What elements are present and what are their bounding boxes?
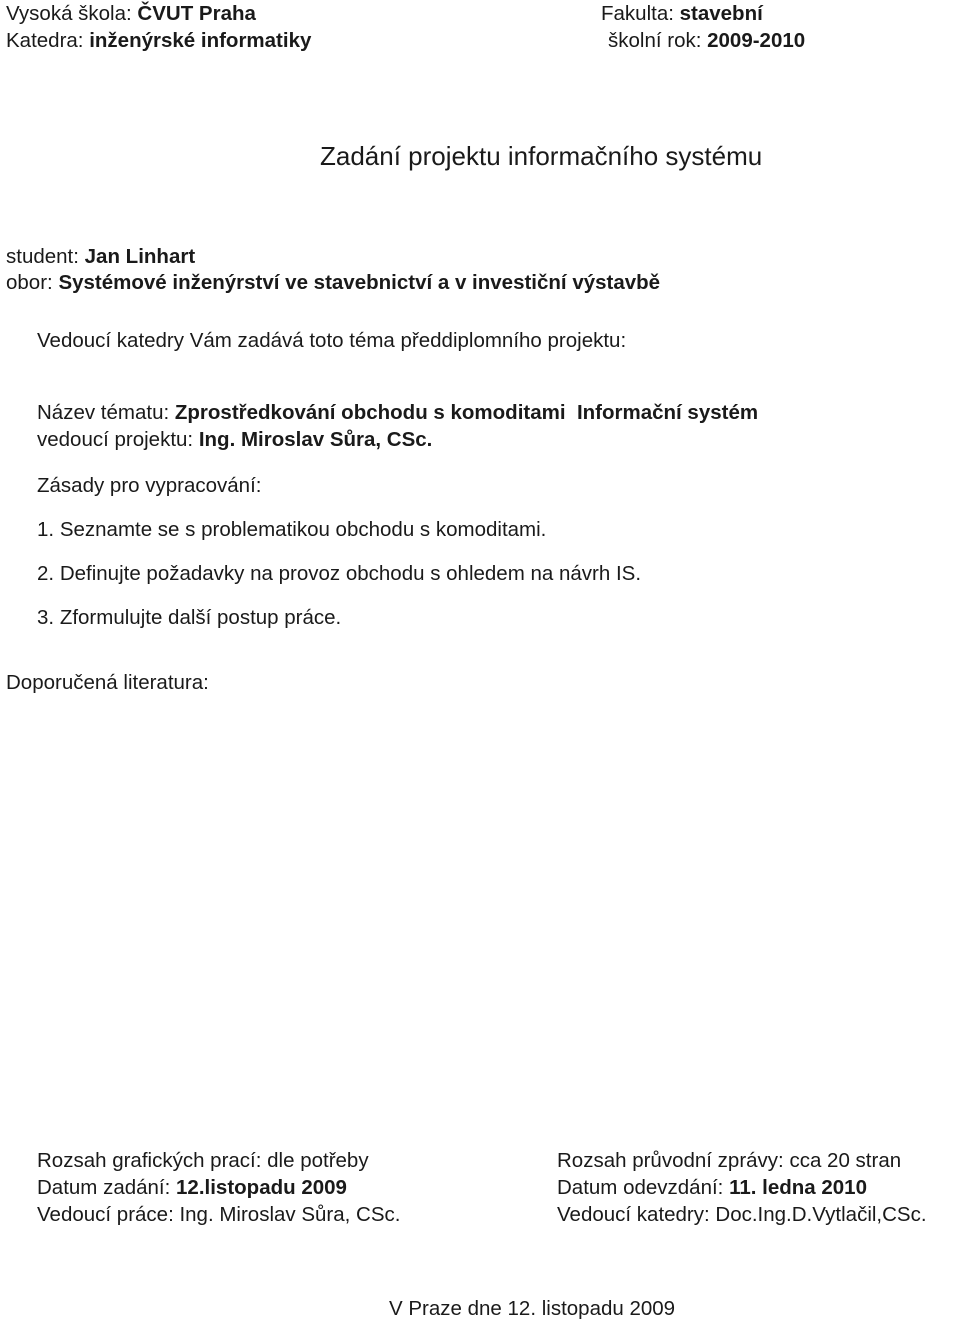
list-item-text: Seznamte se s problematikou obchodu s komoditami. — [59, 518, 547, 541]
list-item-number: 3. — [37, 606, 55, 629]
literature-label: Doporučená literatura: — [6, 671, 209, 694]
list-item-text: Definujte požadavky na provoz obchodu s ohledem na návrh IS. — [59, 562, 642, 585]
faculty-label: Fakulta: — [601, 2, 674, 25]
page-title: Zadání projektu informačního systému — [320, 141, 763, 171]
field-label: obor: — [6, 271, 53, 294]
supervisor-value: Ing. Miroslav Sůra, CSc. — [198, 428, 433, 451]
supervisor-line — [37, 430, 432, 451]
submission-date-label: Datum odevzdání: — [557, 1176, 724, 1199]
submission-date-line — [557, 1178, 867, 1199]
list-item — [37, 608, 341, 629]
student-label: student: — [6, 245, 79, 268]
field-value: Systémové inženýrství ve stavebnictví a v investiční výstavbě — [58, 271, 661, 294]
faculty-line — [601, 4, 763, 25]
year-line — [608, 31, 805, 52]
list-item-number: 2. — [37, 562, 55, 585]
department-value: inženýrské informatiky — [89, 29, 312, 52]
list-item-text: Zformulujte další postup práce. — [59, 606, 342, 629]
school-value: ČVUT Praha — [137, 2, 256, 25]
assigned-date-line — [37, 1178, 347, 1199]
topic-value: Zprostředkování obchodu s komoditami Informační systém — [174, 401, 759, 424]
list-item-number: 1. — [37, 518, 55, 541]
report-scope: Rozsah průvodní zprávy: cca 20 stran — [557, 1149, 902, 1172]
year-label: školní rok: — [608, 29, 702, 52]
graphics-scope: Rozsah grafických prací: dle potřeby — [37, 1149, 369, 1172]
list-item — [37, 564, 641, 585]
topic-line — [37, 403, 758, 424]
topic-label: Název tématu: — [37, 401, 170, 424]
assigned-date-label: Datum zadání: — [37, 1176, 171, 1199]
school-line — [6, 4, 256, 25]
faculty-value: stavební — [679, 2, 763, 25]
department-line — [6, 31, 311, 52]
place-date: V Praze dne 12. listopadu 2009 — [389, 1297, 676, 1320]
assignment-intro: Vedoucí katedry Vám zadává toto téma předdiplomního projektu: — [37, 329, 627, 352]
school-label: Vysoká škola: — [6, 2, 132, 25]
assigned-date-value: 12.listopadu 2009 — [176, 1176, 347, 1199]
supervisor-label: vedoucí projektu: — [37, 428, 194, 451]
field-line — [6, 273, 660, 294]
department-label: Katedra: — [6, 29, 84, 52]
student-line — [6, 247, 195, 268]
submission-date-value: 11. ledna 2010 — [729, 1176, 867, 1199]
student-value: Jan Linhart — [84, 245, 196, 268]
head-signature-line: Vedoucí katedry: Doc.Ing.D.Vytlačil,CSc. — [557, 1203, 927, 1226]
list-item — [37, 520, 546, 541]
supervisor-signature-line: Vedoucí práce: Ing. Miroslav Sůra, CSc. — [37, 1203, 401, 1226]
principles-label: Zásady pro vypracování: — [37, 474, 262, 497]
year-value: 2009-2010 — [707, 29, 806, 52]
